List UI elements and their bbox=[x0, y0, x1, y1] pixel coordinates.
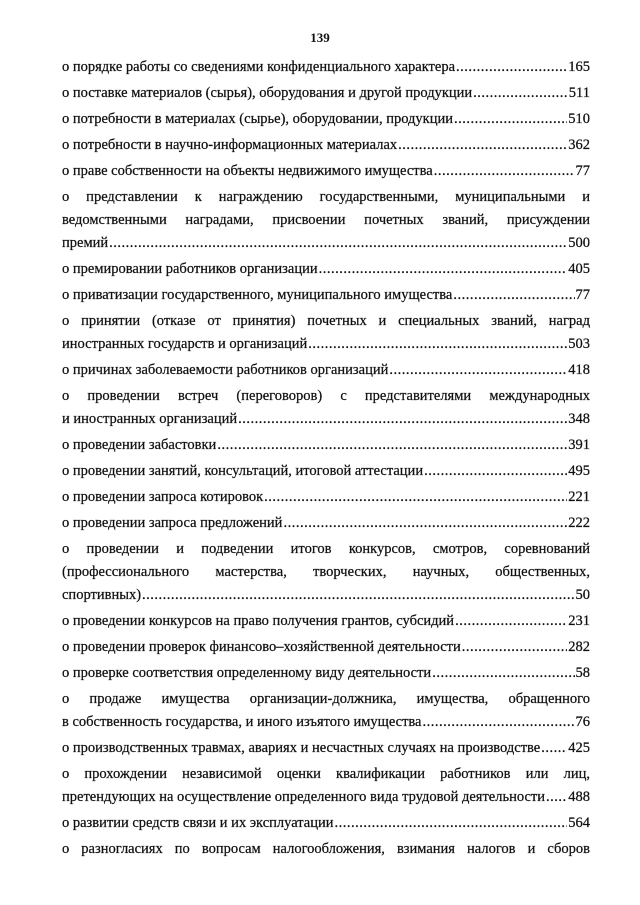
entry-last-line bbox=[62, 82, 590, 105]
entry-text-line: о проведении встреч (переговоров) с представителями международных bbox=[62, 388, 590, 404]
entry-text-line: (профессионального мастерства, творческих, научных, общественных, bbox=[62, 564, 590, 580]
index-entry bbox=[62, 486, 590, 509]
index-entry bbox=[62, 460, 590, 483]
entry-text: о приватизации государственного, муниципального имущества bbox=[62, 287, 453, 303]
index-entry bbox=[62, 160, 590, 183]
leader-dots bbox=[434, 160, 575, 183]
entry-text-line: ведомственными наградами, присвоении почетных званий, присуждении bbox=[62, 212, 590, 228]
index-entry bbox=[62, 636, 590, 659]
entry-text: иностранных государств и организаций bbox=[62, 336, 308, 352]
entry-page-number: 495 bbox=[568, 463, 590, 479]
index-entries bbox=[62, 56, 590, 864]
leader-dots bbox=[424, 460, 567, 483]
entry-page-number: 503 bbox=[568, 336, 590, 352]
entry-page-number: 425 bbox=[568, 740, 590, 756]
entry-page-number: 50 bbox=[575, 587, 590, 603]
index-entry bbox=[62, 56, 590, 79]
index-entry bbox=[62, 284, 590, 307]
entry-text: о поставке материалов (сырья), оборудования и другой продукции bbox=[62, 85, 473, 101]
entry-page-number: 77 bbox=[575, 163, 590, 179]
entry-text-line: о проведении и подведении итогов конкурсов, смотров, соревнований bbox=[62, 541, 590, 557]
index-entry bbox=[62, 310, 590, 356]
entry-page-number: 510 bbox=[568, 111, 590, 127]
leader-dots bbox=[541, 737, 567, 760]
leader-dots bbox=[432, 662, 574, 685]
entry-text: о проведении конкурсов на право получения грантов, субсидий bbox=[62, 613, 455, 629]
index-entry bbox=[62, 434, 590, 457]
entry-text: о праве собственности на объекты недвижимого имущества bbox=[62, 163, 433, 179]
index-entry bbox=[62, 838, 590, 861]
leader-dots bbox=[455, 610, 567, 633]
entry-text: о развитии средств связи и их эксплуатации bbox=[62, 815, 334, 831]
index-entry bbox=[62, 385, 590, 431]
entry-text: о проверке соответствия определенному виду деятельности bbox=[62, 665, 432, 681]
entry-text: о производственных травмах, авариях и несчастных случаях на производстве bbox=[62, 740, 541, 756]
entry-page-number: 564 bbox=[568, 815, 590, 831]
entry-last-line bbox=[62, 56, 590, 79]
entry-last-line bbox=[62, 737, 590, 760]
leader-dots bbox=[217, 434, 567, 457]
entry-page-number: 165 bbox=[568, 59, 590, 75]
entry-last-line bbox=[62, 636, 590, 659]
leader-dots bbox=[283, 512, 567, 535]
leader-dots bbox=[238, 408, 567, 431]
entry-last-line bbox=[62, 333, 590, 356]
index-entry bbox=[62, 108, 590, 131]
leader-dots bbox=[453, 284, 574, 307]
entry-text: о проведении забастовки bbox=[62, 437, 217, 453]
index-entry bbox=[62, 610, 590, 633]
entry-page-number: 282 bbox=[568, 639, 590, 655]
leader-dots bbox=[319, 258, 568, 281]
index-entry bbox=[62, 737, 590, 760]
entry-last-line bbox=[62, 812, 590, 835]
leader-dots bbox=[109, 232, 567, 255]
index-entry bbox=[62, 763, 590, 809]
page-number: 139 bbox=[310, 30, 330, 45]
entry-text-line: о представлении к награждению государственными, муниципальными и bbox=[62, 189, 590, 205]
entry-last-line bbox=[62, 711, 590, 734]
entry-page-number: 500 bbox=[568, 235, 590, 251]
entry-page-number: 77 bbox=[575, 287, 590, 303]
entry-text: спортивных) bbox=[62, 587, 142, 603]
entry-text: претендующих на осуществление определенного вида трудовой деятельности bbox=[62, 789, 545, 805]
index-entry bbox=[62, 359, 590, 382]
entry-last-line bbox=[62, 258, 590, 281]
entry-text: о проведении запроса котировок bbox=[62, 489, 264, 505]
leader-dots bbox=[423, 711, 575, 734]
entry-last-line bbox=[62, 232, 590, 255]
leader-dots bbox=[264, 486, 567, 509]
index-entry bbox=[62, 538, 590, 607]
entry-text: о проведении проверок финансово–хозяйственной деятельности bbox=[62, 639, 461, 655]
leader-dots bbox=[454, 108, 567, 131]
entry-last-line bbox=[62, 610, 590, 633]
entry-last-line bbox=[62, 359, 590, 382]
index-entry bbox=[62, 258, 590, 281]
leader-dots bbox=[308, 333, 567, 356]
entry-text: о потребности в материалах (сырье), оборудовании, продукции bbox=[62, 111, 453, 127]
entry-page-number: 58 bbox=[575, 665, 590, 681]
index-entry bbox=[62, 134, 590, 157]
entry-text-line: о разногласиях по вопросам налогообложения, взимания налогов и сборов bbox=[62, 841, 590, 857]
entry-page-number: 231 bbox=[568, 613, 590, 629]
entry-last-line bbox=[62, 662, 590, 685]
entry-last-line bbox=[62, 434, 590, 457]
entry-text: о проведении запроса предложений bbox=[62, 515, 283, 531]
entry-last-line bbox=[62, 786, 590, 809]
entry-text: о премировании работников организации bbox=[62, 261, 318, 277]
leader-dots bbox=[398, 134, 567, 157]
index-entry bbox=[62, 186, 590, 255]
entry-text: и иностранных организаций bbox=[62, 411, 238, 427]
entry-page-number: 488 bbox=[568, 789, 590, 805]
index-entry bbox=[62, 812, 590, 835]
entry-text: о причинах заболеваемости работников организаций bbox=[62, 362, 389, 378]
entry-page-number: 76 bbox=[575, 714, 590, 730]
entry-last-line bbox=[62, 284, 590, 307]
leader-dots bbox=[335, 812, 568, 835]
entry-text: в собственность государства, и иного изъятого имущества bbox=[62, 714, 422, 730]
entry-last-line bbox=[62, 134, 590, 157]
entry-last-line bbox=[62, 108, 590, 131]
entry-page-number: 362 bbox=[568, 137, 590, 153]
entry-page-number: 348 bbox=[568, 411, 590, 427]
entry-text-line: о прохождении независимой оценки квалификации работников или лиц, bbox=[62, 766, 590, 782]
index-entry bbox=[62, 688, 590, 734]
entry-text: о проведении занятий, консультаций, итоговой аттестации bbox=[62, 463, 424, 479]
leader-dots bbox=[456, 56, 567, 79]
entry-page-number: 405 bbox=[568, 261, 590, 277]
entry-text: премий bbox=[62, 235, 109, 251]
entry-page-number: 222 bbox=[568, 515, 590, 531]
entry-page-number: 391 bbox=[568, 437, 590, 453]
entry-last-line bbox=[62, 460, 590, 483]
entry-last-line bbox=[62, 584, 590, 607]
entry-last-line bbox=[62, 512, 590, 535]
leader-dots bbox=[462, 636, 567, 659]
entry-page-number: 511 bbox=[568, 85, 590, 101]
entry-text-line: о продаже имущества организации-должника, имущества, обращенного bbox=[62, 691, 590, 707]
leader-dots bbox=[389, 359, 567, 382]
entry-page-number: 418 bbox=[568, 362, 590, 378]
entry-last-line bbox=[62, 160, 590, 183]
index-entry bbox=[62, 662, 590, 685]
entry-page-number: 221 bbox=[568, 489, 590, 505]
entry-text-line: о принятии (отказе от принятия) почетных и специальных званий, наград bbox=[62, 313, 590, 329]
entry-last-line bbox=[62, 486, 590, 509]
leader-dots bbox=[473, 82, 568, 105]
index-entry bbox=[62, 512, 590, 535]
leader-dots bbox=[546, 786, 567, 809]
entry-text: о порядке работы со сведениями конфиденциального характера bbox=[62, 59, 456, 75]
entry-text: о потребности в научно-информационных материалах bbox=[62, 137, 398, 153]
leader-dots bbox=[142, 584, 574, 607]
entry-last-line bbox=[62, 408, 590, 431]
index-entry bbox=[62, 82, 590, 105]
